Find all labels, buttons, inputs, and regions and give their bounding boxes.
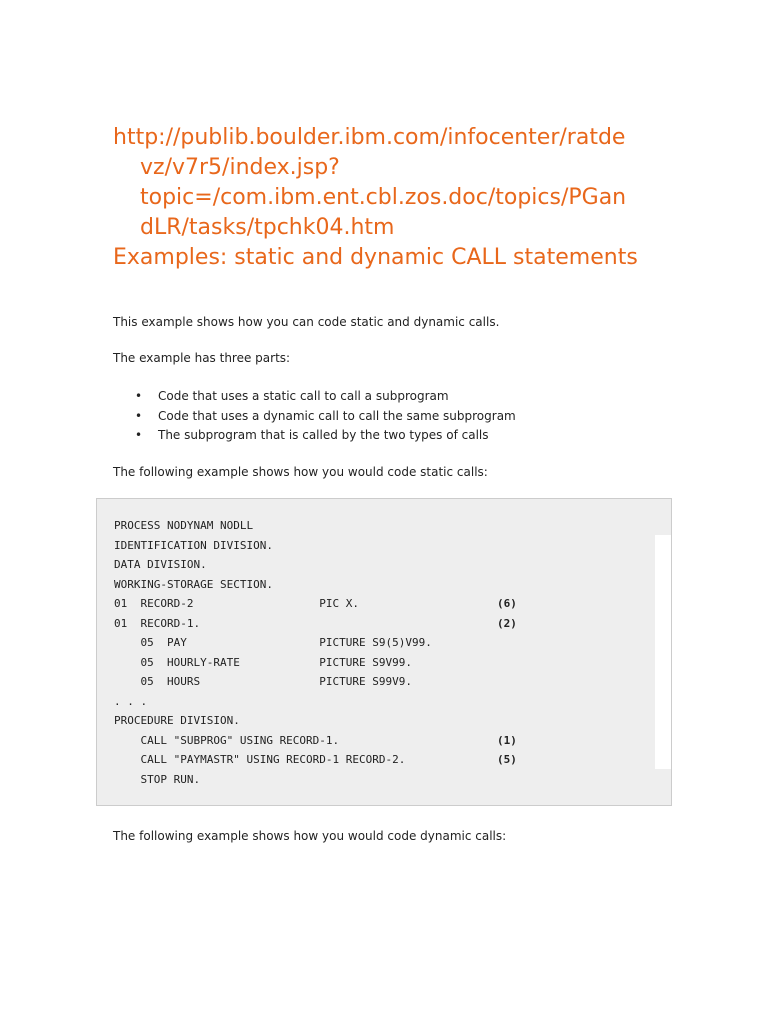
- code-text: 01 RECORD-1.: [114, 616, 201, 630]
- bullet-icon: •: [135, 428, 143, 442]
- code-line: [114, 633, 534, 653]
- code-line: [114, 555, 534, 575]
- code-text: . . .: [114, 694, 148, 708]
- page-title: Examples: static and dynamic CALL statements: [113, 245, 638, 270]
- code-text: WORKING-STORAGE SECTION.: [114, 577, 273, 591]
- page-heading: [113, 123, 713, 273]
- code-line: [114, 653, 534, 673]
- code-text: IDENTIFICATION DIVISION.: [114, 538, 273, 552]
- code-text: STOP RUN.: [114, 772, 201, 786]
- list-item-text: Code that uses a static call to call a subprogram: [158, 389, 449, 403]
- code-line: [114, 594, 534, 614]
- code-text: PROCESS NODYNAM NODLL: [114, 519, 254, 532]
- code-text: 01 RECORD-2 PIC X.: [114, 597, 360, 610]
- bullet-icon: •: [135, 389, 143, 403]
- list-item: [113, 426, 516, 446]
- callout-marker: (2): [497, 616, 517, 630]
- dynamic-calls-intro: The following example shows how you would code dynamic calls:: [113, 829, 507, 843]
- code-line: [114, 692, 534, 712]
- code-block: [96, 498, 672, 806]
- code-line: [114, 614, 534, 634]
- code-line: [114, 731, 534, 751]
- code-line: [114, 672, 534, 692]
- code-text: 05 HOURLY-RATE PICTURE S9V99.: [114, 655, 413, 669]
- list-item: [113, 387, 516, 407]
- callout-marker: (6): [497, 597, 517, 610]
- code-scrollbar[interactable]: [655, 535, 671, 769]
- list-item: [113, 407, 516, 427]
- code-text: CALL "PAYMASTR" USING RECORD-1 RECORD-2.: [114, 753, 406, 766]
- code-line: [114, 770, 534, 790]
- callout-marker: (5): [497, 753, 517, 766]
- parts-list: [113, 387, 516, 446]
- static-calls-intro: The following example shows how you would code static calls:: [113, 465, 488, 479]
- code-text: CALL "SUBPROG" USING RECORD-1.: [114, 733, 340, 747]
- source-url-line[interactable]: vz/v7r5/index.jsp?: [140, 155, 340, 180]
- code-line: [114, 536, 534, 556]
- code-line: [114, 711, 534, 731]
- code-line: [114, 575, 534, 595]
- list-item-text: Code that uses a dynamic call to call the same subprogram: [158, 408, 516, 423]
- code-text: DATA DIVISION.: [114, 558, 207, 571]
- code-text: PROCEDURE DIVISION.: [114, 714, 240, 727]
- parts-intro-paragraph: The example has three parts:: [113, 351, 291, 365]
- intro-paragraph: This example shows how you can code static and dynamic calls.: [113, 315, 500, 329]
- source-url-line[interactable]: http://publib.boulder.ibm.com/infocenter/ratde: [113, 125, 626, 150]
- list-item-text: The subprogram that is called by the two types of calls: [158, 428, 489, 442]
- source-url-line[interactable]: topic=/com.ibm.ent.cbl.zos.doc/topics/PGan: [140, 185, 627, 210]
- callout-marker: (1): [497, 733, 517, 747]
- source-url-line[interactable]: dLR/tasks/tpchk04.htm: [140, 215, 395, 240]
- code-line: [114, 516, 534, 536]
- code-line: [114, 750, 534, 770]
- bullet-icon: •: [135, 408, 143, 423]
- code-lines: [114, 516, 534, 789]
- code-text: 05 HOURS PICTURE S99V9.: [114, 675, 413, 688]
- code-text: 05 PAY PICTURE S9(5)V99.: [114, 636, 432, 649]
